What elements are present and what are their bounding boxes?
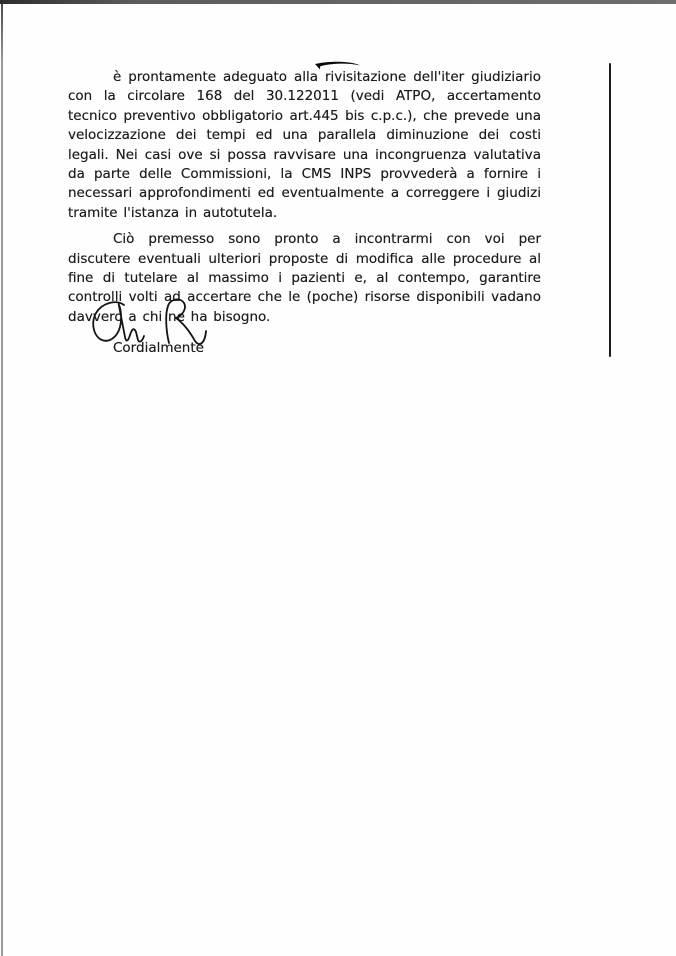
closing-salutation: Cordialmente xyxy=(113,340,204,357)
body-paragraph-2: Ciò premesso sono pronto a incontrarmi con voi per discutere eventuali ulteriori proposte di modifica alle procedure al fine di tutelare al massimo i pazienti e, al contempo, garantire controlli volti ad accertare che le (poche) risorse disponibili vadano davvero a chi ne ha bisogno. xyxy=(68,231,541,325)
handwritten-signature xyxy=(90,296,212,358)
top-scan-bar xyxy=(0,0,676,4)
left-scan-edge xyxy=(1,4,3,956)
right-margin-line xyxy=(609,63,611,357)
body-paragraph-1: è prontamente adeguato alla rivisitazione dell'iter giudiziario con la circolare 168 del 30.122011 (vedi ATPO, accertamento tecnico preventivo obbligatorio art.445 bis c.p.c.), che prevede una velocizzazione dei tempi ed una parallela diminuzione dei costi legali. Nei casi ove si possa ravvisare una incongruenza valutativa da parte delle Commissioni, la CMS INPS provvederà a fornire i necessari approfondimenti ed eventualmente a correggere i giudizi tramite l'istanza in autotutela. xyxy=(68,69,541,221)
